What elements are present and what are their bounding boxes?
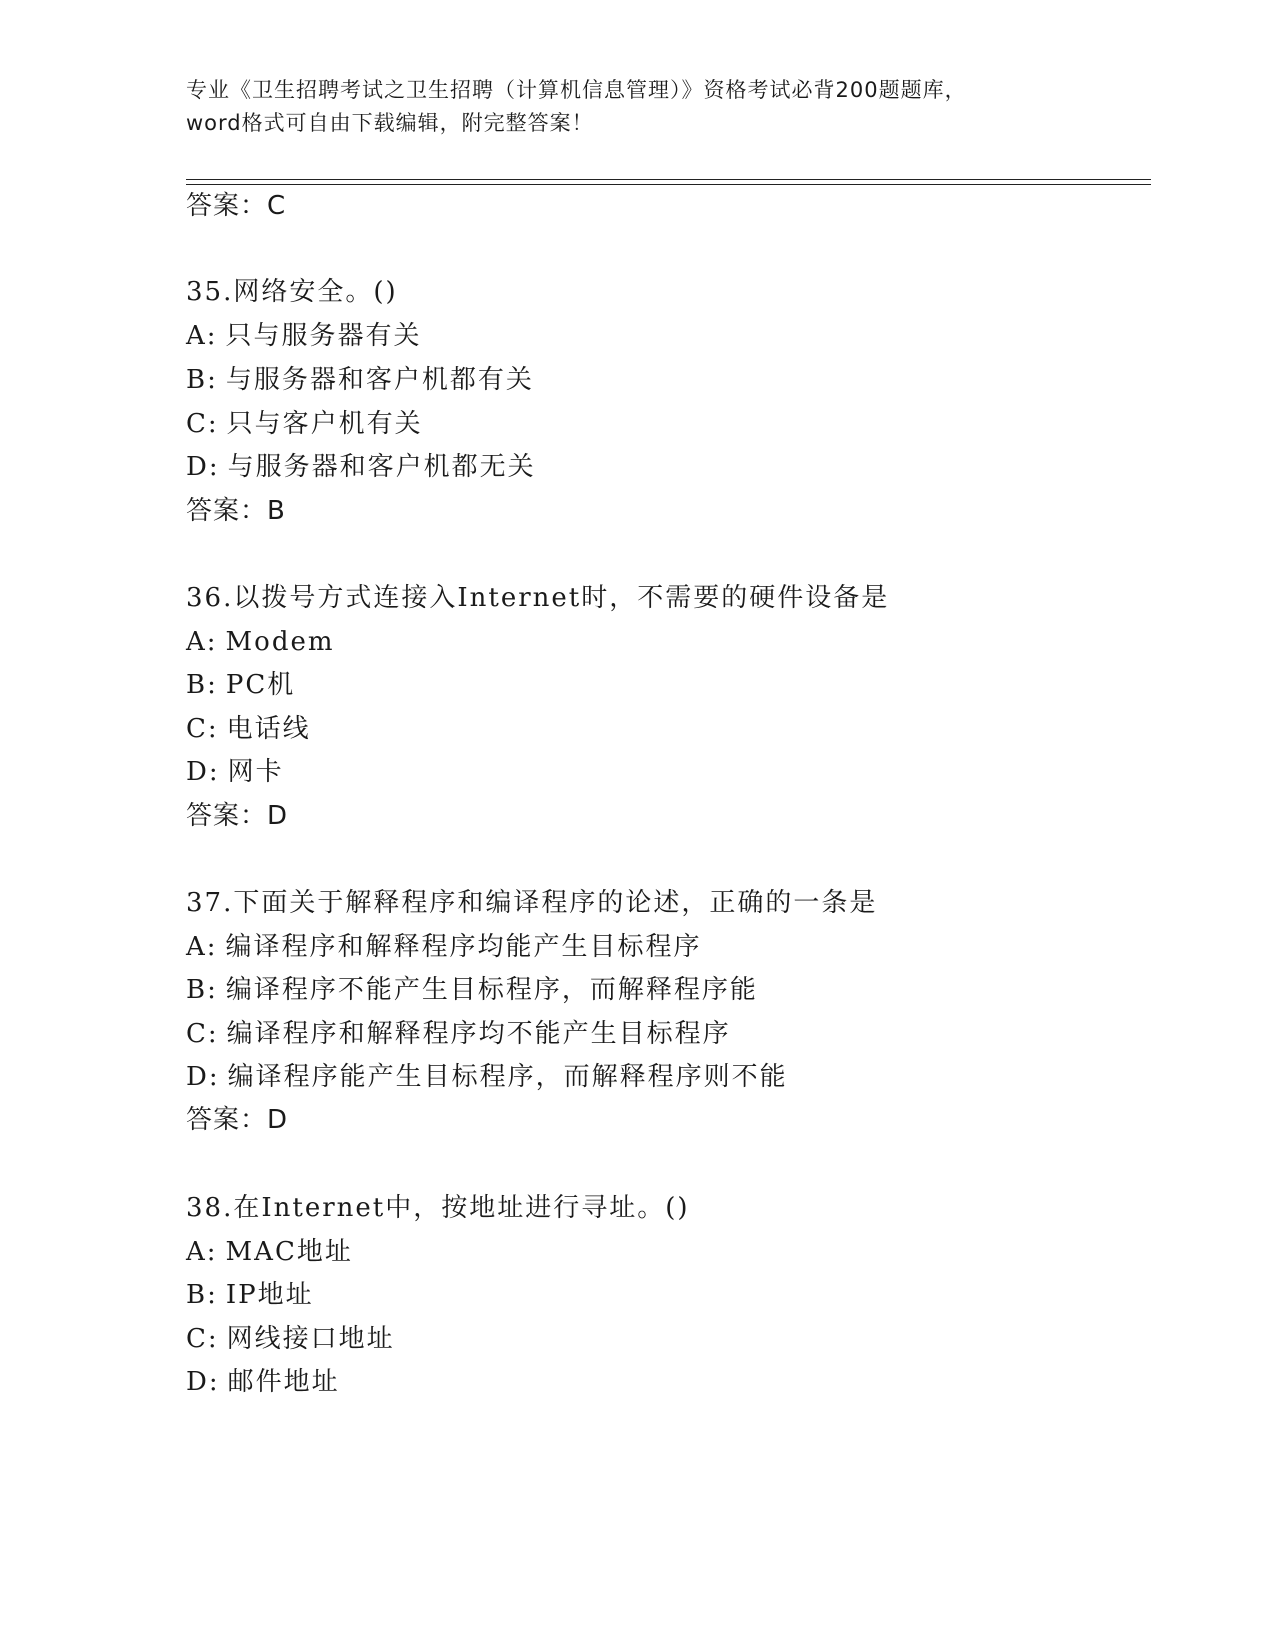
question-36-option-b <box>186 669 295 701</box>
option-text: PC机 <box>225 670 296 700</box>
option-text: Modem <box>225 627 335 657</box>
question-36-stem: 36.以拨号方式连接入Internet时，不需要的硬件设备是 <box>186 583 890 613</box>
question-38-option-b <box>186 1279 314 1311</box>
document-header <box>186 74 1086 140</box>
option-label: A: <box>186 1237 218 1267</box>
question-37-option-b <box>186 974 758 1006</box>
answer-previous: 答案：C <box>186 191 287 221</box>
option-text: 电话线 <box>226 714 311 744</box>
option-label: D: <box>186 1062 220 1092</box>
option-text: 与服务器和客户机都无关 <box>227 452 536 482</box>
option-text: 编译程序能产生目标程序，而解释程序则不能 <box>227 1062 788 1092</box>
question-35-answer: 答案：B <box>186 496 286 526</box>
option-label: D: <box>186 452 220 482</box>
option-label: C: <box>186 1324 219 1354</box>
header-line-2: word格式可自由下载编辑，附完整答案！ <box>186 111 594 135</box>
question-35-option-a <box>186 320 422 352</box>
option-text: 邮件地址 <box>227 1367 340 1397</box>
question-36-option-d <box>186 756 284 788</box>
question-37-stem: 37.下面关于解释程序和编译程序的论述，正确的一条是 <box>186 888 878 918</box>
option-text: 与服务器和客户机都有关 <box>225 365 534 395</box>
option-text: 只与客户机有关 <box>226 409 423 439</box>
question-38-option-a <box>186 1236 353 1268</box>
option-label: A: <box>186 321 218 351</box>
option-text: 编译程序和解释程序均能产生目标程序 <box>225 932 702 962</box>
option-text: 编译程序和解释程序均不能产生目标程序 <box>226 1019 731 1049</box>
option-text: 网线接口地址 <box>226 1324 395 1354</box>
question-37-option-a <box>186 931 702 963</box>
question-38-stem: 38.在Internet中，按地址进行寻址。() <box>186 1193 690 1223</box>
option-text: IP地址 <box>225 1280 314 1310</box>
option-text: 编译程序不能产生目标程序，而解释程序能 <box>225 975 758 1005</box>
option-text: 只与服务器有关 <box>225 321 422 351</box>
option-label: A: <box>186 932 218 962</box>
question-37-option-c <box>186 1018 731 1050</box>
question-35-stem: 35.网络安全。() <box>186 277 398 307</box>
header-divider-top <box>186 179 1151 180</box>
option-text: 网卡 <box>227 757 284 787</box>
question-35-option-c <box>186 408 423 440</box>
question-37-option-d <box>186 1061 788 1093</box>
header-divider-bottom <box>186 184 1151 185</box>
option-label: B: <box>186 1280 218 1310</box>
question-35-option-d <box>186 451 536 483</box>
option-label: A: <box>186 627 218 657</box>
option-label: B: <box>186 670 218 700</box>
option-label: C: <box>186 714 219 744</box>
question-36-answer: 答案：D <box>186 801 289 831</box>
header-line-1: 专业《卫生招聘考试之卫生招聘（计算机信息管理）》资格考试必背200题题库， <box>186 78 967 102</box>
question-38-option-c <box>186 1323 395 1355</box>
option-label: B: <box>186 975 218 1005</box>
question-35-option-b <box>186 364 534 396</box>
question-36-option-c <box>186 713 311 745</box>
option-label: D: <box>186 1367 220 1397</box>
option-label: C: <box>186 409 219 439</box>
option-label: D: <box>186 757 220 787</box>
option-label: C: <box>186 1019 219 1049</box>
question-36-option-a <box>186 626 335 658</box>
question-38-option-d <box>186 1366 340 1398</box>
option-label: B: <box>186 365 218 395</box>
option-text: MAC地址 <box>225 1237 353 1267</box>
question-37-answer: 答案：D <box>186 1105 289 1135</box>
